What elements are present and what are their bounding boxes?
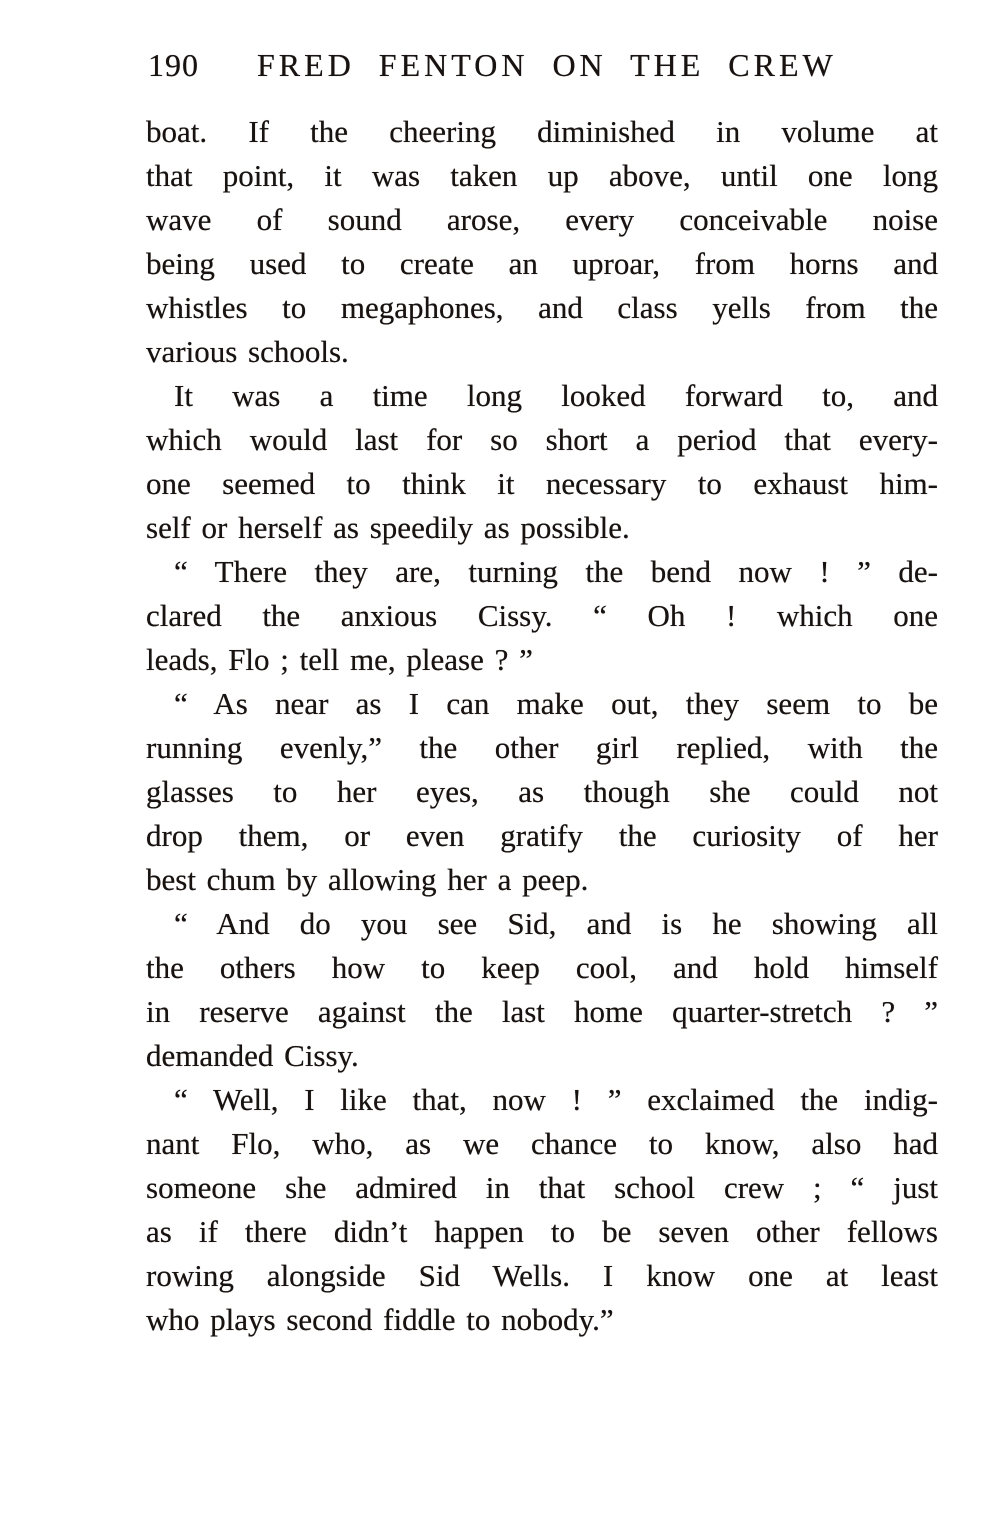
text-line: “ As near as I can make out, they seem to be — [174, 686, 938, 721]
text-line: who plays second fiddle to nobody.” — [146, 1302, 614, 1337]
text-line: self or herself as speedily as possible. — [146, 510, 630, 545]
text-line: one seemed to think it necessary to exhaust him- — [146, 466, 938, 501]
text-line: glasses to her eyes, as though she could not — [146, 774, 938, 809]
text-line: clared the anxious Cissy. “ Oh ! which one — [146, 598, 938, 633]
text-line: leads, Flo ; tell me, please ? ” — [146, 642, 533, 677]
text-line: various schools. — [146, 334, 349, 369]
text-line: wave of sound arose, every conceivable noise — [146, 202, 938, 237]
text-line: the others how to keep cool, and hold himself — [146, 950, 938, 985]
text-line: someone she admired in that school crew ; “ just — [146, 1170, 938, 1205]
text-line: that point, it was taken up above, until one long — [146, 158, 938, 193]
text-line: drop them, or even gratify the curiosity of her — [146, 818, 938, 853]
text-line: whistles to megaphones, and class yells from the — [146, 290, 938, 325]
text-line: rowing alongside Sid Wells. I know one at least — [146, 1258, 938, 1293]
text-line: “ Well, I like that, now ! ” exclaimed the indig- — [174, 1082, 938, 1117]
text-line: “ There they are, turning the bend now ! ” de- — [174, 554, 938, 589]
text-line: as if there didn’t happen to be seven other fellows — [146, 1214, 938, 1249]
text-line: demanded Cissy. — [146, 1038, 359, 1073]
text-line: which would last for so short a period that every- — [146, 422, 938, 457]
text-line: best chum by allowing her a peep. — [146, 862, 589, 897]
body-text — [146, 110, 938, 1342]
text-line: “ And do you see Sid, and is he showing all — [174, 906, 938, 941]
text-line: running evenly,” the other girl replied, with the — [146, 730, 938, 765]
text-line: It was a time long looked forward to, and — [174, 378, 938, 413]
page-number: 190 — [148, 47, 199, 83]
text-line: being used to create an uproar, from horns and — [146, 246, 938, 281]
text-line: in reserve against the last home quarter-stretch ? ” — [146, 994, 938, 1029]
running-title: FRED FENTON ON THE CREW — [257, 47, 837, 83]
text-line: boat. If the cheering diminished in volume at — [146, 114, 938, 149]
page-header — [148, 49, 938, 81]
text-line: nant Flo, who, as we chance to know, also had — [146, 1126, 938, 1161]
